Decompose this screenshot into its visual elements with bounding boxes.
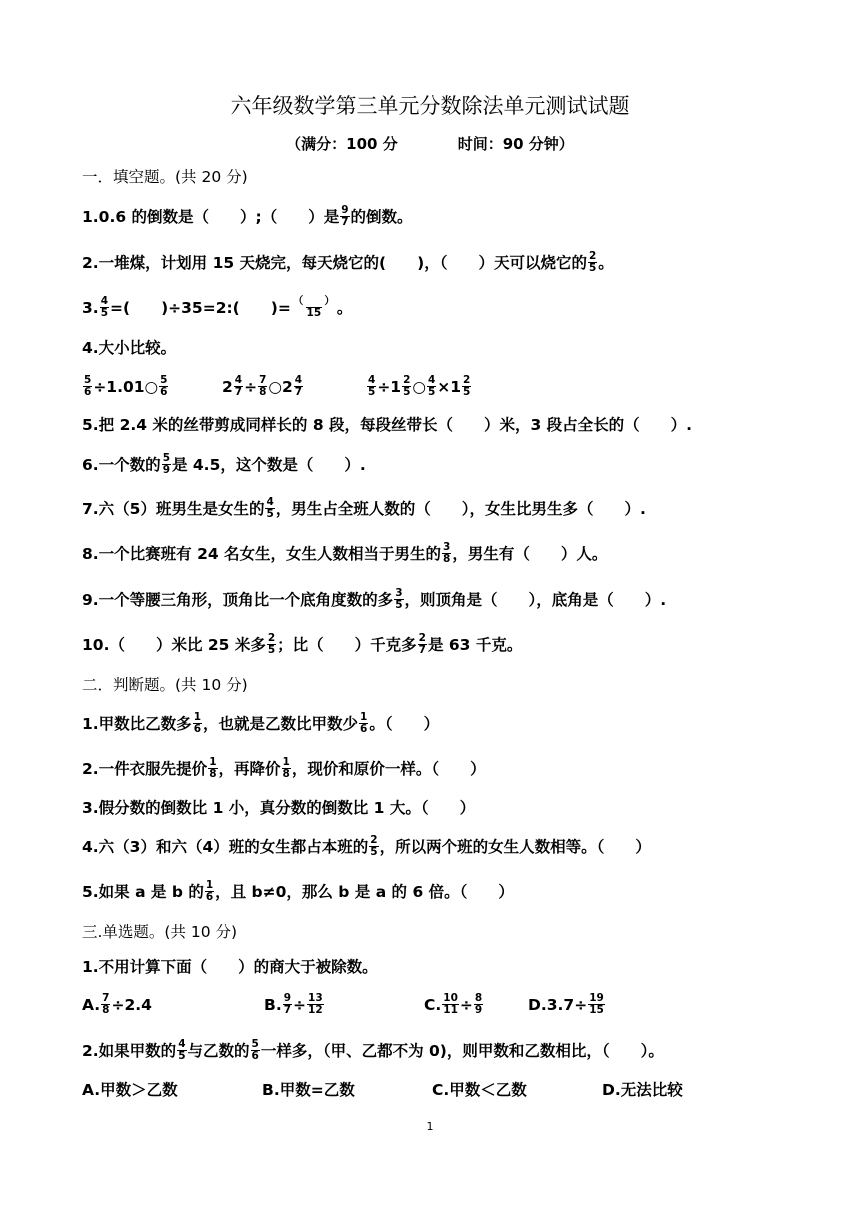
section-heading-multiple-choice: 三.单选题。(共 10 分)	[82, 923, 238, 941]
question-1-7: 7.六（5）班男生是女生的 $\frac{4}{5}$ ，男生占全班人数的（ ），女生比男生多（ ）.	[82, 496, 646, 520]
fraction: $\frac{4}{5}$	[100, 295, 108, 319]
fraction: $\frac{5}{9}$	[162, 452, 170, 476]
fraction: $\frac{1}{6}$	[205, 879, 214, 903]
question-2-2: 2.一件衣服先提价 $\frac{1}{8}$ ，再降价 $\frac{1}{8}$ ，现价和原价一样。（ ）	[82, 756, 486, 780]
question-2-1: 1.甲数比乙数多 $\frac{1}{6}$ ，也就是乙数比甲数少 $\frac{1}{6}$ 。（ ）	[82, 711, 440, 735]
fraction: $\frac{4}{5}$	[427, 374, 436, 398]
question-1-4: 4.大小比较。	[82, 339, 177, 357]
comparison-1: $\frac{5}{6}$ ÷1.01○ $\frac{5}{6}$	[84, 374, 168, 398]
fraction: $\frac{1}{6}$	[193, 711, 201, 735]
option-d: D.无法比较	[602, 1081, 683, 1099]
option-c: C.甲数＜乙数	[432, 1081, 527, 1099]
question-3-1: 1.不用计算下面（ ）的商大于被除数。	[82, 958, 378, 976]
fraction: $\frac{1}{8}$	[209, 756, 217, 780]
fraction: $\frac{7}{8}$	[259, 374, 267, 398]
option-b: B.甲数=乙数	[262, 1081, 355, 1099]
question-2-5: 5.如果 a 是 b 的 $\frac{1}{6}$ ，且 b≠0，那么 b 是 a 的 6 倍。（ ）	[82, 879, 514, 903]
fraction: $\frac{8}{9}$	[474, 992, 483, 1016]
fraction: $\frac{2}{5}$	[463, 374, 471, 398]
question-1-1: 1.0.6 的倒数是（ ）;（ ）是 $\frac{9}{7}$ 的倒数。	[82, 204, 413, 228]
fraction: $\frac{4}{5}$	[368, 374, 376, 398]
fraction: $\frac{13}{12}$	[308, 992, 323, 1016]
fraction: $\frac{2}{5}$	[588, 250, 597, 274]
fraction: $\frac{4}{7}$	[294, 374, 303, 398]
page-title: 六年级数学第三单元分数除法单元测试试题	[230, 94, 630, 118]
fraction: $\frac{5}{6}$	[251, 1038, 259, 1062]
fraction: $\frac{5}{6}$	[84, 374, 92, 398]
fraction: $\frac{2}{5}$	[267, 632, 276, 656]
fraction: $\frac{9}{7}$	[283, 992, 292, 1016]
page-subtitle: （满分：100 分 时间：90 分钟）	[286, 135, 574, 153]
option-d: D.3.7÷ $\frac{19}{15}$	[528, 992, 604, 1016]
fraction: $\frac{( )}{15}$	[292, 295, 335, 319]
option-a: A. $\frac{7}{8}$ ÷2.4	[82, 992, 152, 1016]
comparison-3: $\frac{4}{5}$ ÷1 $\frac{2}{5}$ ○ $\frac{4}{5}$ ×1 $\frac{2}{5}$	[368, 374, 471, 398]
fraction: $\frac{5}{6}$	[160, 374, 168, 398]
fraction: $\frac{2}{5}$	[370, 834, 378, 858]
section-heading-fill-blank: 一．填空题。(共 20 分)	[82, 168, 248, 186]
fraction: $\frac{10}{11}$	[443, 992, 458, 1016]
fraction: $\frac{9}{7}$	[341, 204, 349, 228]
option-a: A.甲数＞乙数	[82, 1081, 178, 1099]
fraction: $\frac{7}{8}$	[102, 992, 110, 1016]
question-1-8: 8.一个比赛班有 24 名女生，女生人数相当于男生的 $\frac{3}{8}$ ，男生有（ ）人。	[82, 541, 608, 565]
fraction: $\frac{4}{5}$	[266, 496, 274, 520]
question-1-3: 3. $\frac{4}{5}$ =( )÷35=2:( )= $\frac{( )}{15}$ 。	[82, 295, 353, 319]
fraction: $\frac{4}{7}$	[234, 374, 243, 398]
question-1-10: 10.（ ）米比 25 米多 $\frac{2}{5}$ ；比（ ）千克多 $\frac{2}{7}$ 是 63 千克。	[82, 632, 523, 656]
fraction: $\frac{2}{7}$	[418, 632, 426, 656]
question-2-3: 3.假分数的倒数比 1 小，真分数的倒数比 1 大。（ ）	[82, 799, 476, 817]
question-1-9: 9.一个等腰三角形，顶角比一个底角度数的多 $\frac{3}{5}$ ，则顶角是（ ），底角是（ ）.	[82, 587, 667, 611]
fraction: $\frac{19}{15}$	[589, 992, 604, 1016]
option-b: B. $\frac{9}{7}$ ÷ $\frac{13}{12}$	[264, 992, 323, 1016]
page-number: 1	[426, 1120, 434, 1133]
question-1-2: 2.一堆煤，计划用 15 天烧完，每天烧它的( )，（ ）天可以烧它的 $\frac{2}{5}$ 。	[82, 250, 614, 274]
question-1-5: 5.把 2.4 米的丝带剪成同样长的 8 段，每段丝带长（ ）米，3 段占全长的（ ）.	[82, 416, 693, 434]
fraction: $\frac{1}{8}$	[282, 756, 290, 780]
fraction: $\frac{2}{5}$	[403, 374, 411, 398]
question-1-6: 6.一个数的 $\frac{5}{9}$ 是 4.5，这个数是（ ）.	[82, 452, 366, 476]
question-3-2: 2.如果甲数的 $\frac{4}{5}$ 与乙数的 $\frac{5}{6}$ 一样多，（甲、乙都不为 0)，则甲数和乙数相比，（ ）。	[82, 1038, 664, 1062]
fraction: $\frac{1}{6}$	[360, 711, 368, 735]
section-heading-true-false: 二．判断题。(共 10 分)	[82, 676, 248, 694]
fraction: $\frac{3}{8}$	[443, 541, 451, 565]
question-2-4: 4.六（3）和六（4）班的女生都占本班的 $\frac{2}{5}$ ，所以两个班的女生人数相等。（ ）	[82, 834, 651, 858]
option-c: C. $\frac{10}{11}$ ÷ $\frac{8}{9}$	[424, 992, 483, 1016]
fraction: $\frac{3}{5}$	[395, 587, 403, 611]
fraction: $\frac{4}{5}$	[178, 1038, 186, 1062]
comparison-2: 2 $\frac{4}{7}$ ÷ $\frac{7}{8}$ ○2 $\frac{4}{7}$	[222, 374, 303, 398]
